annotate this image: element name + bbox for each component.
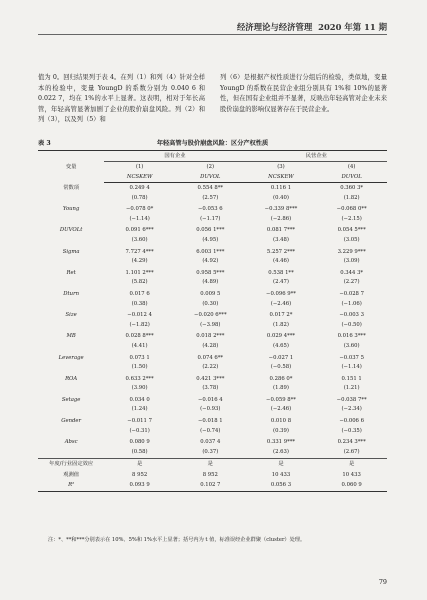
coefficient-cell: 3.229 9*** [337, 248, 366, 255]
col-name: DUVOL [316, 172, 387, 183]
t-stat-cell: (3.60) [343, 342, 360, 349]
t-stat-cell: (3.05) [343, 236, 360, 243]
t-stat-row [38, 427, 387, 438]
t-stat-cell: (4.65) [273, 342, 289, 349]
t-stat-cell: (2.27) [343, 279, 360, 286]
t-stat-cell: (4.28) [202, 342, 219, 349]
t-stat-cell: (−0.74) [200, 427, 221, 434]
coefficient-cell: 0.010 8 [270, 418, 292, 425]
coefficient-cell: −0.068 0** [336, 206, 367, 213]
empty-stub [38, 363, 104, 374]
col-number: (3) [277, 164, 285, 170]
group-private: 民营企业 [246, 151, 387, 162]
variable-name: MB [66, 333, 76, 340]
empty-stub [38, 194, 104, 205]
coefficient-cell: 0.091 6*** [125, 227, 154, 234]
left-paragraph: 值为 0。回归结果列于表 4。在列（1）和列（4）针对全样本的检验中，变量 YoungD 的系数分别为 0.040 6 和 0.022 7，均在 1%的水平上显著。这表明，相对于年长高管，年轻高管显著加剧了企业的股价崩盘风险。列（2）和列（3），以及列（5）和 [38, 74, 205, 124]
regression-table [38, 150, 387, 492]
empty-stub [38, 215, 104, 226]
table-title: 年轻高管与股价崩盘风险：区分产权性质 [156, 140, 269, 147]
variable-name: Sigma [62, 248, 80, 255]
right-column [220, 73, 387, 126]
variable-name: Leverage [58, 354, 84, 361]
t-stat-row [38, 321, 387, 332]
coefficient-row [38, 416, 387, 427]
table-cell: 是 [175, 459, 246, 470]
t-stat-cell: (0.30) [202, 300, 219, 307]
coefficient-cell: 0.056 1*** [196, 227, 225, 234]
table-number: 表 3 [38, 140, 51, 147]
coefficient-cell: 0.073 1 [129, 354, 150, 361]
coefficient-cell: 0.080 9 [129, 439, 150, 446]
variable-name: Young [62, 206, 80, 213]
coefficient-cell: −0.011 7 [127, 418, 152, 425]
coefficient-row [38, 353, 387, 364]
t-stat-row [38, 384, 387, 395]
coefficient-row [38, 331, 387, 342]
empty-stub [38, 384, 104, 395]
t-stat-cell: (2.22) [202, 364, 219, 371]
coefficient-cell: −0.012 4 [127, 312, 152, 319]
coefficient-cell: 0.286 0* [269, 375, 293, 382]
empty-stub [38, 300, 104, 311]
t-stat-cell: (4.29) [131, 258, 148, 265]
t-stat-cell: (1.82) [273, 321, 289, 328]
t-stat-cell: (3.78) [202, 385, 219, 392]
table-note: 注：*、**和***分别表示在 10%、5%和 1%水平上显著；括号内为 t 值，标准误经企业群聚（cluster）处理。 [48, 537, 306, 543]
coefficient-cell: 0.554 8** [197, 185, 224, 191]
issue-label: 2020 年第 11 期 [318, 22, 387, 32]
variable-name: Absc [64, 439, 78, 446]
t-stat-cell: (2.57) [202, 194, 219, 201]
t-stat-row [38, 300, 387, 311]
t-stat-row [38, 236, 387, 247]
t-stat-cell: (3.60) [131, 236, 148, 243]
coefficient-row [38, 183, 387, 194]
t-stat-row [38, 194, 387, 205]
col-number: (1) [135, 164, 144, 170]
variable-name: ROA [65, 375, 78, 382]
t-stat-cell: (−1.06) [341, 300, 362, 307]
t-stat-row [38, 342, 387, 353]
t-stat-cell: (−2.86) [270, 215, 292, 222]
col-number: (2) [206, 164, 215, 170]
coefficient-cell: 0.018 2*** [196, 333, 225, 340]
coefficient-cell: 0.249 4 [129, 185, 150, 191]
coefficient-cell: 0.054 5*** [337, 227, 366, 234]
group-header-row [38, 151, 387, 162]
r-squared-row [38, 480, 387, 491]
table-cell: 10 433 [342, 471, 361, 478]
empty-stub [38, 405, 104, 416]
table-cell: 0.056 3 [246, 480, 317, 491]
coefficient-cell: 0.360 3* [340, 185, 364, 191]
coefficient-cell: 6.003 1*** [196, 248, 225, 255]
t-stat-cell: (0.38) [131, 300, 148, 307]
empty-stub [38, 427, 104, 438]
coefficient-row [38, 395, 387, 406]
coefficient-cell: −0.027 1 [268, 354, 294, 361]
page-number: 79 [378, 578, 387, 586]
table-cell: 0.093 9 [104, 480, 175, 491]
variable-name: DUVOLt [59, 227, 83, 234]
t-stat-cell: (−1.82) [129, 321, 150, 328]
col-name: DUVOL [175, 172, 246, 183]
coefficient-cell: −0.038 7** [336, 396, 367, 403]
header-rule [38, 34, 387, 35]
variable-name: Setage [61, 396, 81, 403]
t-stat-cell: (0.39) [273, 427, 289, 434]
coefficient-cell: 0.017 6 [129, 290, 150, 297]
observations-label: 观测值 [63, 471, 80, 478]
t-stat-cell: (−3.98) [200, 321, 221, 328]
t-stat-cell: (−1.17) [200, 215, 221, 222]
table-cell: 10 433 [271, 471, 291, 478]
t-stat-cell: (4.92) [202, 258, 219, 265]
t-stat-row [38, 257, 387, 268]
coefficient-cell: −0.006 6 [339, 418, 364, 425]
t-stat-cell: (3.09) [343, 258, 360, 265]
t-stat-cell: (4.89) [202, 279, 219, 286]
coefficient-cell: −0.059 8** [266, 396, 296, 403]
coefficient-row [38, 437, 387, 448]
coefficient-cell: 0.034 0 [129, 396, 150, 403]
coefficient-cell: 0.037 4 [200, 439, 221, 446]
empty-stub [38, 257, 104, 268]
t-stat-cell: (2.47) [273, 279, 289, 286]
coefficient-cell: 0.421 3*** [196, 375, 225, 382]
coefficient-cell: 0.016 3*** [337, 333, 366, 340]
coefficient-cell: −0.078 0* [125, 206, 154, 213]
table-cell: 是 [246, 459, 317, 470]
t-stat-cell: (−2.15) [341, 215, 362, 222]
coefficient-cell: 0.234 3*** [337, 439, 366, 446]
coefficient-cell: −0.003 3 [339, 312, 364, 319]
journal-name: 经济理论与经济管理 [236, 22, 313, 32]
table-cell: 8 952 [132, 471, 148, 478]
t-stat-cell: (0.78) [131, 194, 148, 201]
empty-stub [38, 448, 104, 459]
empty-stub [38, 321, 104, 332]
coefficient-cell: 0.331 9*** [266, 439, 296, 446]
t-stat-cell: (−0.58) [270, 364, 292, 371]
running-head [237, 21, 387, 33]
table-cell: 0.060 9 [316, 480, 387, 491]
coefficient-cell: −0.339 8*** [264, 206, 298, 213]
coefficient-cell: 0.344 3* [340, 269, 364, 276]
coefficient-cell: 0.017 2* [269, 312, 293, 319]
variable-name: Dturn [63, 290, 80, 297]
empty-stub [38, 342, 104, 353]
observations-row [38, 470, 387, 481]
t-stat-cell: (−2.34) [341, 406, 362, 413]
variable-name: Gender [61, 418, 82, 425]
t-stat-cell: (−1.14) [129, 215, 150, 222]
t-stat-cell: (1.24) [131, 406, 148, 413]
coefficient-cell: 0.633 2*** [125, 375, 154, 382]
t-stat-row [38, 363, 387, 374]
t-stat-cell: (−2.46) [270, 406, 292, 413]
coefficient-cell: −0.053 6 [197, 206, 223, 213]
t-stat-cell: (3.90) [131, 385, 148, 392]
group-soe: 国有企业 [104, 151, 245, 162]
coefficient-cell: −0.096 9** [266, 290, 296, 297]
coefficient-cell: 0.116 1 [270, 185, 292, 191]
coefficient-cell: 5.257 2*** [266, 248, 296, 255]
stub-header: 变量 [38, 151, 104, 183]
t-stat-row [38, 278, 387, 289]
coefficient-cell: 0.958 5*** [196, 269, 225, 276]
variable-name: Ret [66, 269, 76, 276]
t-stat-cell: (−0.50) [341, 321, 362, 328]
t-stat-cell: (1.82) [343, 194, 360, 201]
empty-stub [38, 236, 104, 247]
t-stat-row [38, 405, 387, 416]
t-stat-cell: (1.89) [273, 385, 289, 392]
r-squared-label: R² [38, 480, 104, 491]
empty-stub [38, 278, 104, 289]
coefficient-cell: −0.037 5 [339, 354, 364, 361]
t-stat-cell: (−0.31) [129, 427, 150, 434]
fixed-effects-row [38, 459, 387, 470]
t-stat-cell: (−2.46) [270, 300, 292, 307]
right-paragraph: 列（6）是根据产权性质进行分组后的检验，类似地，变量 YoungD 的系数在民营企业组分别具有 1%和 10%的显著性，但在国有企业组并不显著，反映出年轻高管对企业未来股价崩盘的影响仅显著存在于民营企业。 [220, 74, 387, 113]
coefficient-row [38, 374, 387, 385]
t-stat-row [38, 215, 387, 226]
coefficient-row [38, 310, 387, 321]
coefficient-cell: 1.101 2*** [125, 269, 154, 276]
variable-name: Size [65, 312, 77, 319]
col-number: (4) [347, 164, 356, 170]
regression-table-wrapper [38, 150, 387, 492]
t-stat-cell: (2.63) [273, 448, 289, 455]
table-cell: 是 [316, 459, 387, 470]
t-stat-cell: (1.50) [131, 364, 148, 371]
table-caption [38, 138, 387, 149]
coefficient-cell: 0.074 6** [197, 354, 224, 361]
coefficient-row [38, 225, 387, 236]
coefficient-row [38, 247, 387, 258]
t-stat-cell: (0.40) [273, 194, 289, 201]
left-column [38, 73, 205, 126]
table-cell: 0.102 7 [175, 480, 246, 491]
table-cell: 是 [104, 459, 175, 470]
body-columns [38, 73, 387, 126]
variable-name: 常数项 [63, 184, 80, 191]
coefficient-row [38, 289, 387, 300]
coefficient-cell: −0.020 6*** [194, 312, 227, 319]
t-stat-cell: (3.48) [273, 236, 289, 243]
t-stat-cell: (−0.35) [341, 427, 362, 434]
coefficient-cell: 0.029 4*** [266, 333, 296, 340]
t-stat-row [38, 448, 387, 459]
coefficient-cell: 0.028 8*** [125, 333, 154, 340]
coefficient-row [38, 268, 387, 279]
t-stat-cell: (4.41) [131, 342, 148, 349]
t-stat-cell: (0.37) [202, 448, 219, 455]
coefficient-cell: 7.727 4*** [125, 248, 154, 255]
col-name: NCSKEW [246, 172, 317, 183]
t-stat-cell: (−0.93) [200, 406, 221, 413]
coefficient-cell: 0.538 1** [268, 269, 294, 276]
table-body [38, 183, 387, 492]
t-stat-cell: (5.82) [131, 279, 148, 286]
coefficient-cell: −0.018 1 [197, 418, 223, 425]
coefficient-cell: −0.028 7 [339, 290, 364, 297]
coefficient-cell: 0.151 1 [341, 375, 362, 382]
coefficient-cell: 0.081 7*** [266, 227, 296, 234]
t-stat-cell: (0.58) [131, 448, 148, 455]
fixed-effects-label: 年度/行业固定效应 [38, 459, 104, 470]
t-stat-cell: (1.21) [343, 385, 360, 392]
t-stat-cell: (−1.14) [341, 364, 362, 371]
coefficient-row [38, 204, 387, 215]
coefficient-cell: −0.016 4 [197, 396, 223, 403]
coefficient-cell: 0.009 5 [200, 290, 221, 297]
col-name: NCSKEW [104, 172, 175, 183]
table-cell: 8 952 [202, 471, 218, 478]
t-stat-cell: (4.46) [273, 258, 289, 265]
t-stat-cell: (4.95) [202, 236, 219, 243]
t-stat-cell: (2.67) [343, 448, 360, 455]
